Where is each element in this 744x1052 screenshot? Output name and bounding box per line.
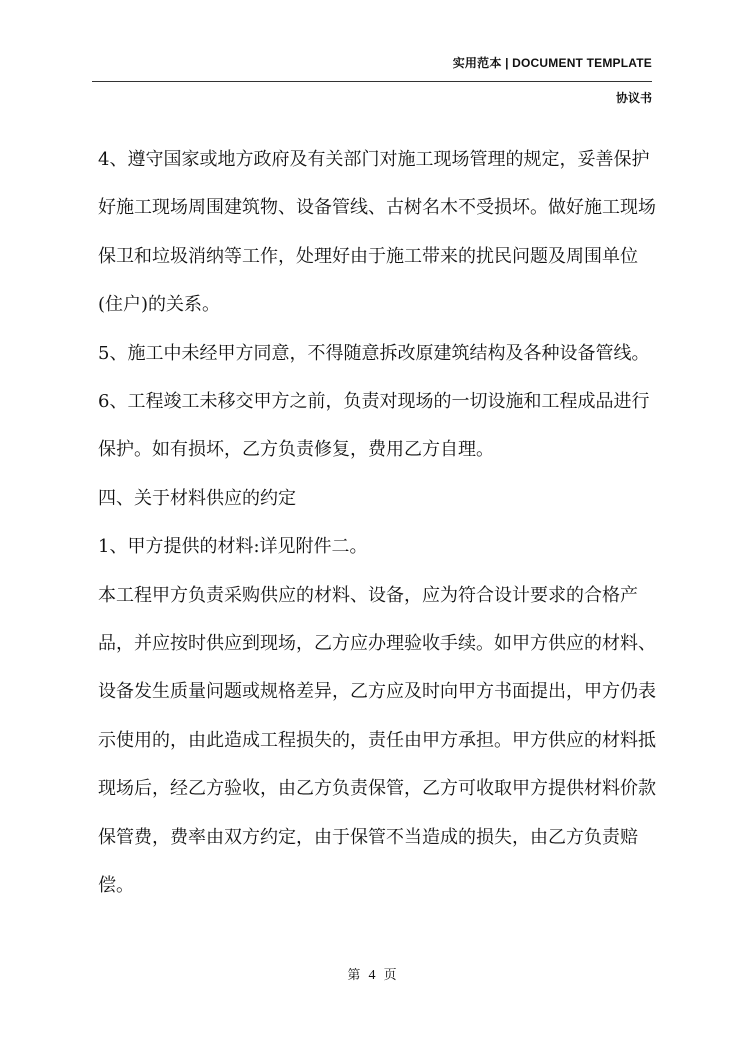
paragraph-site-management: 4、遵守国家或地方政府及有关部门对施工现场管理的规定，妥善保护好施工现场周围建筑物、设备管线、古树名木不受损坏。做好施工现场保卫和垃圾消纳等工作，处理好由于施工带来的扰民问题及周围单位(住户)的关系。 xyxy=(98,149,656,316)
paragraph-protection-before-handover: 6、工程竣工未移交甲方之前，负责对现场的一切设施和工程成品进行保护。如有损坏，乙方负责修复，费用乙方自理。 xyxy=(98,391,650,461)
page-number: 4 xyxy=(368,968,376,983)
header-divider xyxy=(92,81,652,82)
document-type-label: 协议书 xyxy=(615,91,652,105)
paragraph-no-alteration: 5、施工中未经甲方同意，不得随意拆改原建筑结构及各种设备管线。 xyxy=(98,342,650,364)
paragraph-party-a-materials: 1、甲方提供的材料:详见附件二。 xyxy=(98,536,368,558)
section-heading-material-supply: 四、关于材料供应的约定 xyxy=(98,487,296,509)
page-prefix: 第 xyxy=(347,968,361,983)
document-body xyxy=(98,136,658,911)
header-title: 实用范本 | DOCUMENT TEMPLATE xyxy=(452,56,652,70)
page-footer xyxy=(0,964,744,984)
paragraph-material-responsibility: 本工程甲方负责采购供应的材料、设备，应为符合设计要求的合格产品，并应按时供应到现场，乙方应办理验收手续。如甲方供应的材料、设备发生质量问题或规格差异，乙方应及时向甲方书面提出，甲方仍表示使用的，由此造成工程损失的，责任由甲方承担。甲方供应的材料抵现场后，经乙方验收，由乙方负责保管，乙方可收取甲方提供材料价款保管费，费率由双方约定，由于保管不当造成的损失，由乙方负责赔偿。 xyxy=(98,584,656,897)
page-suffix: 页 xyxy=(383,968,397,983)
